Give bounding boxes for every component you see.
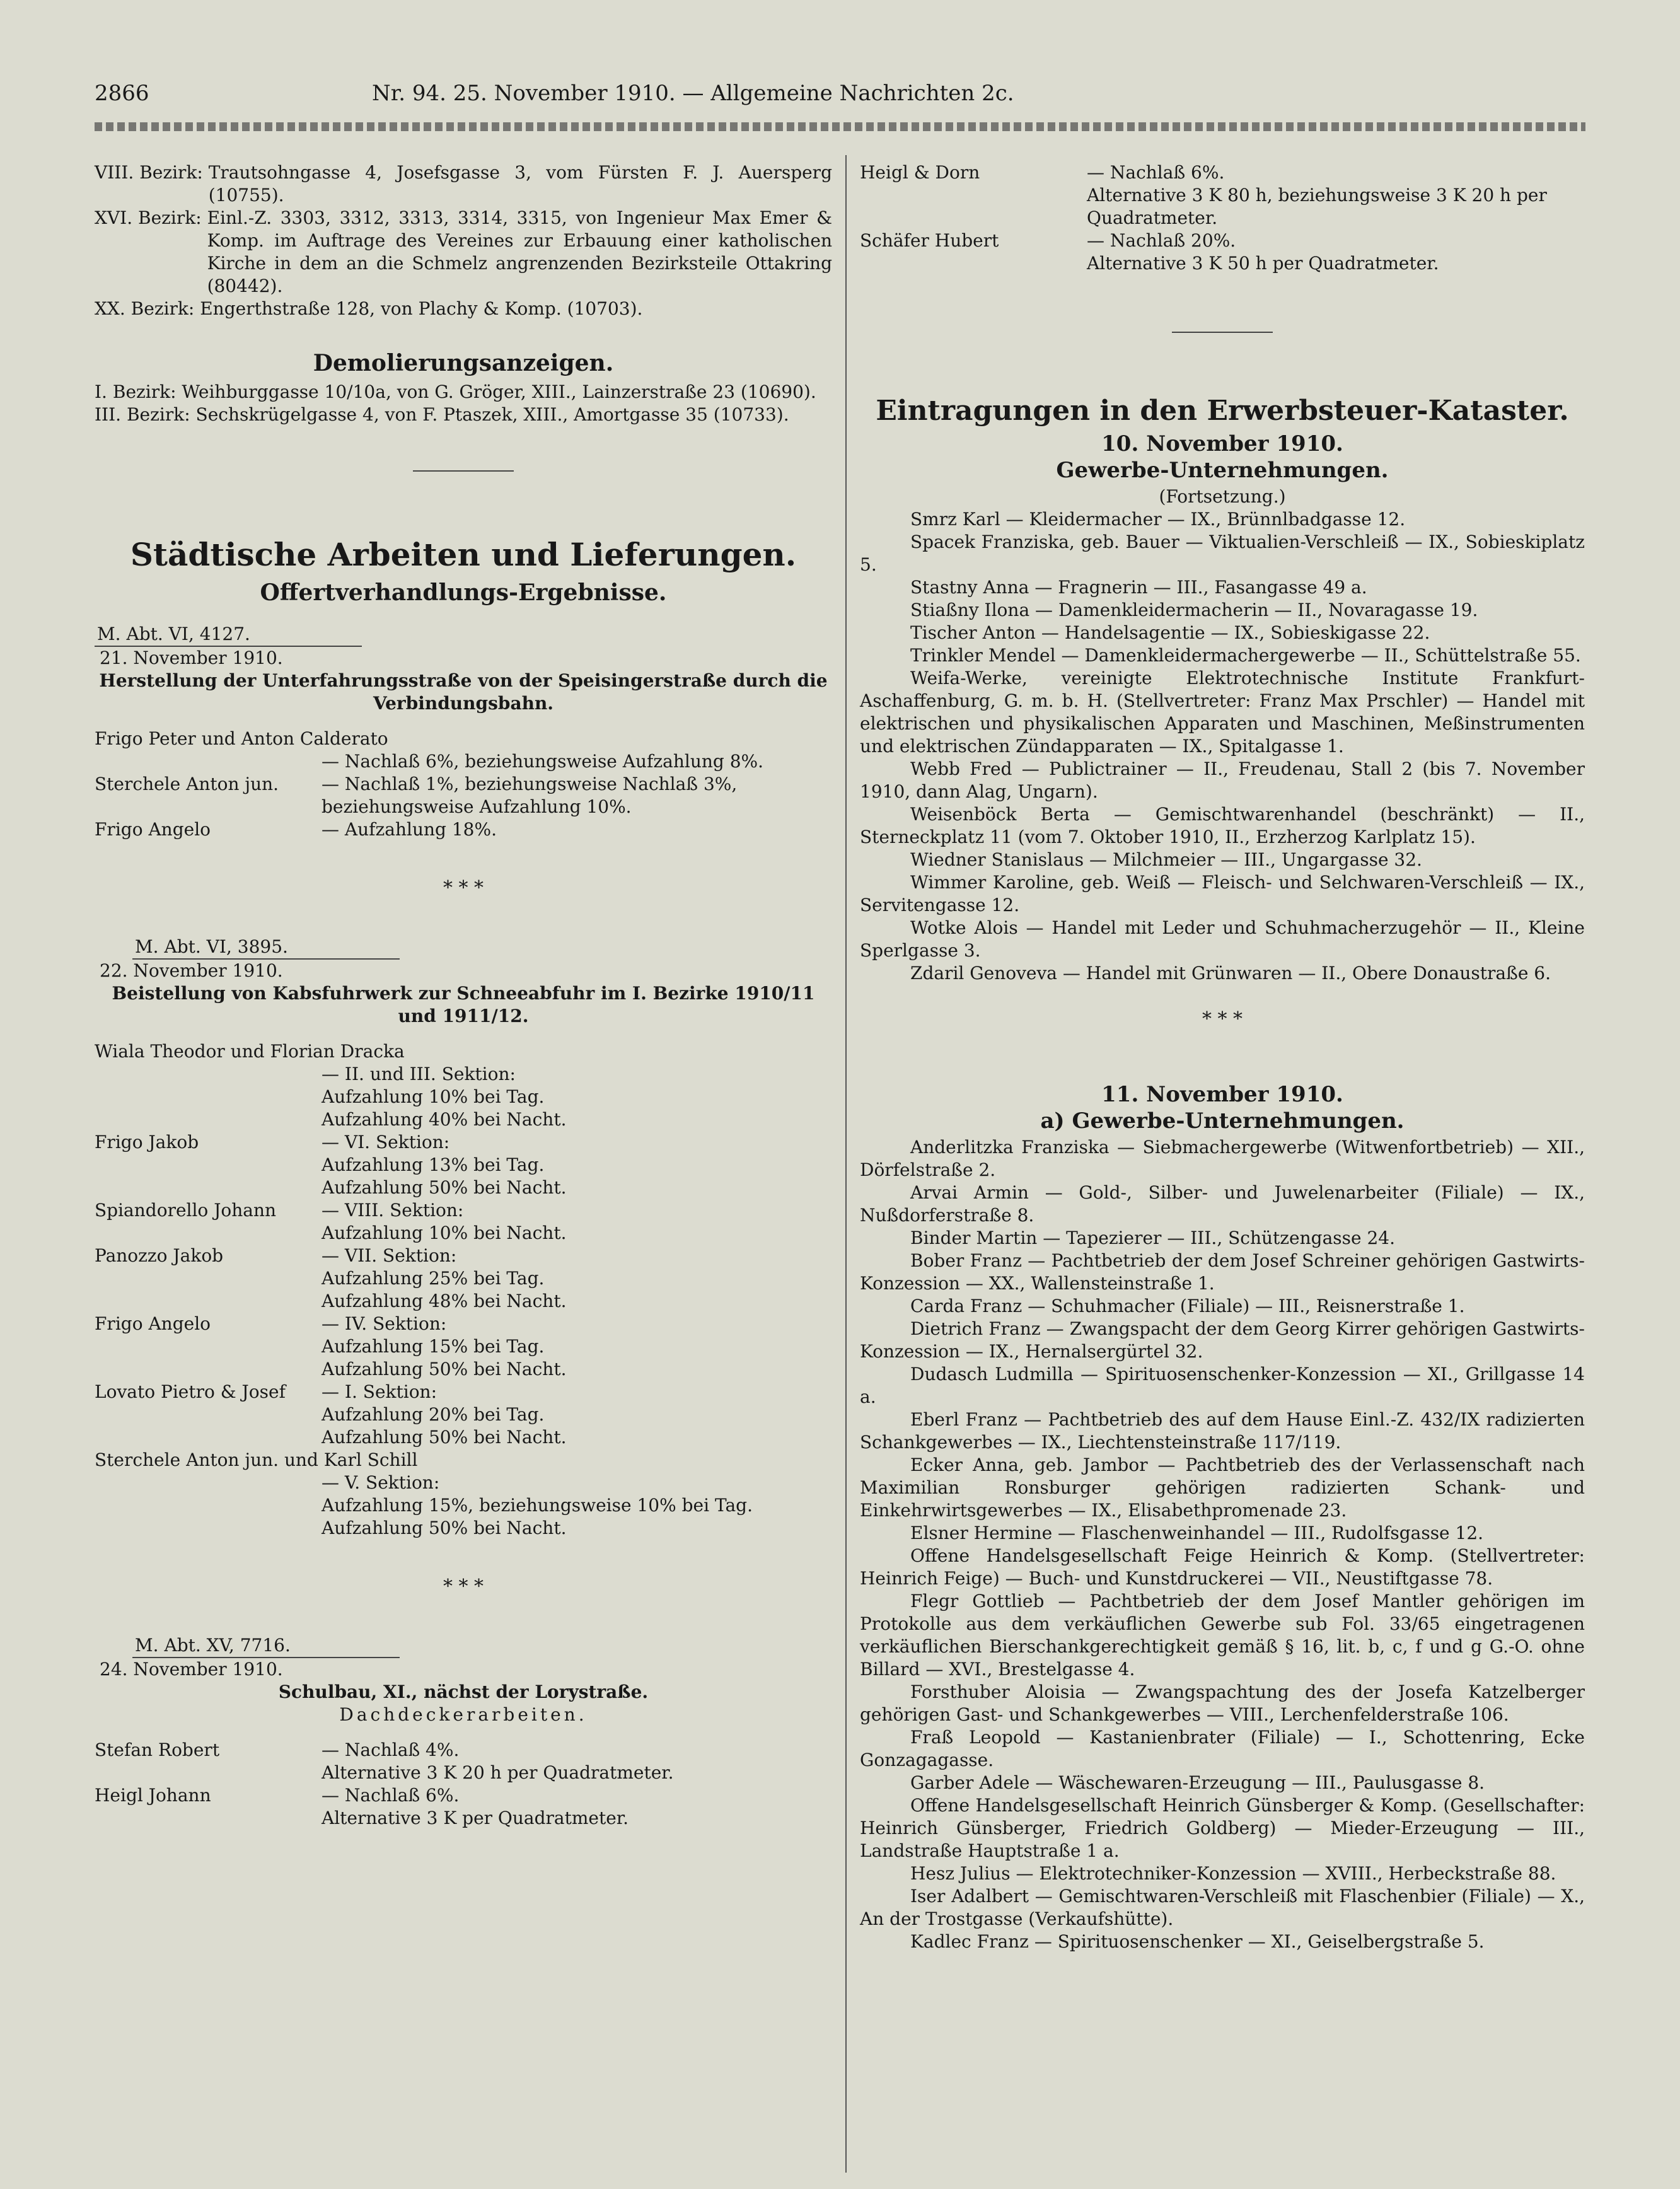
bid-result: — VIII. Sektion: bbox=[322, 1200, 464, 1221]
bidder-name bbox=[95, 1494, 322, 1517]
bid-result: — II. und III. Sektion: bbox=[322, 1064, 516, 1084]
bidder-name bbox=[860, 252, 1087, 275]
bid-result: — Nachlaß 6%. bbox=[1087, 162, 1225, 183]
kataster-entry: Binder Martin — Tapezierer — III., Schützengasse 24. bbox=[910, 1228, 1396, 1248]
kataster-entry: Offene Handelsgesellschaft Feige Heinrich & Komp. (Stellvertreter: Heinrich Feige) — Buch- und Kunstdruckerei — VII., Neustiftgasse 78. bbox=[860, 1545, 1585, 1589]
bidder-name: Heigl & Dorn bbox=[860, 162, 980, 183]
bidder-name bbox=[95, 1063, 322, 1086]
bezirk-entry bbox=[95, 207, 832, 298]
bezirk-text: Trautsohngasse 4, Josefsgasse 3, vom Fürsten F. J. Auersperg (10755). bbox=[208, 162, 832, 206]
s2-date: 22. November 1910. bbox=[100, 960, 283, 981]
bezirk-text: Engerthstraße 128, von Plachy & Komp. (10703). bbox=[200, 298, 643, 319]
stars-1: * * * bbox=[443, 877, 484, 899]
s2-ref: M. Abt. VI, 3895. bbox=[132, 936, 400, 960]
bezirk-label: VIII. Bezirk: bbox=[95, 162, 209, 183]
section-rule-right bbox=[1172, 332, 1273, 333]
kataster-entry: Tischer Anton — Handelsagentie — IX., Sobieskigasse 22. bbox=[910, 622, 1430, 643]
bidder-name: Frigo Peter und Anton Calderato bbox=[95, 728, 388, 749]
s2-title: Beistellung von Kabsfuhrwerk zur Schneeabfuhr im I. Bezirke 1910/11 und 1911/12. bbox=[112, 983, 815, 1026]
kataster-entry: Arvai Armin — Gold-, Silber- und Juwelenarbeiter (Filiale) — IX., Nußdorferstraße 8. bbox=[860, 1182, 1585, 1226]
bezirk-label: III. Bezirk: bbox=[95, 404, 196, 425]
columns bbox=[95, 161, 1585, 2179]
bidder-name: Stefan Robert bbox=[95, 1739, 220, 1760]
demolierung-list bbox=[95, 381, 832, 426]
kataster-entry: Flegr Gottlieb — Pachtbetrieb der dem Josef Mantler gehörigen im Protokolle aus dem verkäuflichen Gewerbe sub Fol. 33/65 eingetragenen verkäuflichen Bierschankgerechtigkeit gemäß § 16, lit. b, c, f und g G.-O. ohne Billard — XVI., Brestelgasse 4. bbox=[860, 1591, 1585, 1680]
bid-result: Alternative 3 K 80 h, beziehungsweise 3 K 20 h per Quadratmeter. bbox=[1087, 185, 1547, 228]
bidder-name bbox=[95, 1176, 322, 1199]
s1-title: Herstellung der Unterfahrungsstraße von der Speisingerstraße durch die Verbindungsbahn. bbox=[99, 670, 828, 714]
s3-ref: M. Abt. XV, 7716. bbox=[132, 1634, 400, 1658]
bidder-name bbox=[95, 1426, 322, 1449]
bidder-name: Lovato Pietro & Josef bbox=[95, 1381, 286, 1402]
bidder-name bbox=[95, 750, 322, 773]
bid-result: — Nachlaß 6%. bbox=[322, 1785, 460, 1806]
kataster-entry: Spacek Franziska, geb. Bauer — Viktualien-Verschleiß — IX., Sobieskiplatz 5. bbox=[860, 531, 1585, 575]
right-column bbox=[860, 161, 1585, 1953]
bezirk-label: XVI. Bezirk: bbox=[95, 207, 207, 228]
bid-result: — Nachlaß 20%. bbox=[1087, 230, 1236, 251]
bidder-name bbox=[95, 1403, 322, 1426]
bid-result: Aufzahlung 40% bei Nacht. bbox=[322, 1109, 567, 1130]
kataster-entry: Eberl Franz — Pachtbetrieb des auf dem Hause Einl.-Z. 432/IX radizierten Schankgewerbes — IX., Liechtensteinstraße 117/119. bbox=[860, 1409, 1585, 1453]
right-top-bids bbox=[860, 161, 1585, 275]
stars-3: * * * bbox=[1202, 1008, 1243, 1030]
bidder-name bbox=[95, 1222, 322, 1245]
kataster-entry: Wotke Alois — Handel mit Leder und Schuhmacherzugehör — II., Kleine Sperlgasse 3. bbox=[860, 917, 1585, 961]
entries-10-nov bbox=[860, 508, 1585, 985]
kataster-entry: Wimmer Karoline, geb. Weiß — Fleisch- und Selchwaren-Verschleiß — IX., Servitengasse 12. bbox=[860, 872, 1585, 915]
bidder-name bbox=[95, 1358, 322, 1381]
bidder-name bbox=[95, 1267, 322, 1290]
kataster-entry: Stastny Anna — Fragnerin — III., Fasangasse 49 a. bbox=[910, 577, 1367, 598]
kataster-entry: Offene Handelsgesellschaft Heinrich Günsberger & Komp. (Gesellschafter: Heinrich Günsberger, Friedrich Goldberg) — Mieder-Erzeugung — III., Landstraße Hauptstraße 1 a. bbox=[860, 1795, 1585, 1861]
bidder-name bbox=[95, 1517, 322, 1540]
bezirk-entry bbox=[95, 381, 832, 404]
bid-result: Alternative 3 K per Quadratmeter. bbox=[322, 1808, 629, 1828]
entries-11-nov bbox=[860, 1136, 1585, 1953]
kataster-entry: Dietrich Franz — Zwangspacht der dem Georg Kirrer gehörigen Gastwirts-Konzession — IX., Hernalsergürtel 32. bbox=[860, 1318, 1585, 1362]
demolierung-heading: Demolierungsanzeigen. bbox=[313, 350, 614, 376]
gewerbe-heading-1: Gewerbe-Unternehmungen. bbox=[1056, 458, 1389, 483]
left-column bbox=[95, 161, 832, 1830]
bid-result: — IV. Sektion: bbox=[322, 1313, 447, 1334]
kataster-entry: Smrz Karl — Kleidermacher — IX., Brünnlbadgasse 12. bbox=[910, 509, 1406, 530]
kataster-entry: Hesz Julius — Elektrotechniker-Konzession — XVIII., Herbeckstraße 88. bbox=[910, 1863, 1556, 1884]
bid-result: Alternative 3 K 20 h per Quadratmeter. bbox=[322, 1762, 674, 1783]
fortsetzung: (Fortsetzung.) bbox=[1159, 486, 1286, 507]
kataster-entry: Forsthuber Aloisia — Zwangspachtung des der Josefa Katzelberger gehörigen Gast- und Schankgewerbes — VIII., Lerchenfelderstraße 106. bbox=[860, 1681, 1585, 1725]
staedtische-heading: Städtische Arbeiten und Lieferungen. bbox=[130, 536, 797, 573]
kataster-entry: Trinkler Mendel — Damenkleidermachergewerbe — II., Schüttelstraße 55. bbox=[910, 645, 1581, 666]
bidder-name: Sterchele Anton jun. bbox=[95, 774, 279, 794]
bidder-name bbox=[95, 1807, 322, 1830]
kataster-heading: Eintragungen in den Erwerbsteuer-Kataster. bbox=[876, 395, 1569, 427]
bid-result: — Aufzahlung 18%. bbox=[322, 819, 497, 840]
bezirk-list bbox=[95, 161, 832, 320]
bidder-name bbox=[95, 1335, 322, 1358]
bid-result: Aufzahlung 50% bei Nacht. bbox=[322, 1177, 567, 1198]
bid-result: Aufzahlung 50% bei Nacht. bbox=[322, 1359, 567, 1379]
s3-bids bbox=[95, 1739, 832, 1830]
bid-result: — Nachlaß 4%. bbox=[322, 1739, 460, 1760]
column-divider bbox=[845, 155, 847, 2173]
page-header bbox=[95, 82, 1585, 117]
bidder-name bbox=[95, 1108, 322, 1131]
s1-ref: M. Abt. VI, 4127. bbox=[95, 623, 362, 647]
bidder-name bbox=[95, 1290, 322, 1313]
bid-result: — Nachlaß 1%, beziehungsweise Nachlaß 3%, beziehungsweise Aufzahlung 10%. bbox=[322, 774, 738, 817]
bid-result: Aufzahlung 15% bei Tag. bbox=[322, 1336, 545, 1357]
s3-subtitle: Dachdeckerarbeiten. bbox=[339, 1704, 588, 1725]
bid-result: Aufzahlung 10% bei Nacht. bbox=[322, 1222, 567, 1243]
kataster-entry: Zdaril Genoveva — Handel mit Grünwaren — II., Obere Donaustraße 6. bbox=[910, 963, 1551, 984]
s1-date: 21. November 1910. bbox=[100, 647, 283, 668]
offert-heading: Offertverhandlungs-Ergebnisse. bbox=[260, 579, 667, 606]
kataster-entry: Anderlitzka Franziska — Siebmachergewerbe (Witwenfortbetrieb) — XII., Dörfelstraße 2. bbox=[860, 1137, 1585, 1180]
s3-title: Schulbau, XI., nächst der Lorystraße. bbox=[278, 1681, 649, 1702]
stars-2: * * * bbox=[443, 1576, 484, 1598]
bid-result: Alternative 3 K 50 h per Quadratmeter. bbox=[1087, 253, 1439, 274]
bid-result: — VII. Sektion: bbox=[322, 1245, 457, 1266]
bidder-name bbox=[95, 1762, 322, 1784]
bezirk-text: Einl.-Z. 3303, 3312, 3313, 3314, 3315, von Ingenieur Max Emer & Komp. im Auftrage des Vereines zur Erbauung einer katholischen Kirche in dem an die Schmelz angrenzenden Bezirksteile Ottakring (80442). bbox=[207, 207, 832, 296]
kataster-entry: Kadlec Franz — Spirituosenschenker — XI., Geiselbergstraße 5. bbox=[910, 1931, 1485, 1952]
kataster-entry: Webb Fred — Publictrainer — II., Freudenau, Stall 2 (bis 7. November 1910, dann Alag, Ungarn). bbox=[860, 758, 1585, 802]
bid-result: — VI. Sektion: bbox=[322, 1132, 450, 1153]
bid-result: Aufzahlung 20% bei Tag. bbox=[322, 1404, 545, 1425]
kataster-entry: Iser Adalbert — Gemischtwaren-Verschleiß mit Flaschenbier (Filiale) — X., An der Trostgasse (Verkaufshütte). bbox=[860, 1886, 1585, 1929]
bidder-name bbox=[860, 184, 1087, 229]
running-title: Nr. 94. 25. November 1910. — Allgemeine Nachrichten 2c. bbox=[372, 81, 1014, 106]
bidder-name: Wiala Theodor und Florian Dracka bbox=[95, 1041, 405, 1062]
kataster-entry: Garber Adele — Wäschewaren-Erzeugung — III., Paulusgasse 8. bbox=[910, 1772, 1485, 1793]
bidder-name: Sterchele Anton jun. und Karl Schill bbox=[95, 1449, 418, 1470]
bid-result: Aufzahlung 50% bei Nacht. bbox=[322, 1427, 567, 1448]
kataster-entry: Bober Franz — Pachtbetrieb der dem Josef Schreiner gehörigen Gastwirts-Konzession — XX., Wallensteinstraße 1. bbox=[860, 1250, 1585, 1294]
bidder-name: Frigo Angelo bbox=[95, 819, 211, 840]
bid-result: Aufzahlung 13% bei Tag. bbox=[322, 1154, 545, 1175]
s3-date: 24. November 1910. bbox=[100, 1659, 283, 1680]
bezirk-text: Sechskrügelgasse 4, von F. Ptaszek, XIII., Amortgasse 35 (10733). bbox=[195, 404, 789, 425]
bid-result: — Nachlaß 6%, beziehungsweise Aufzahlung 8%. bbox=[322, 751, 764, 772]
date-10-nov: 10. November 1910. bbox=[1101, 431, 1343, 456]
s2-bids bbox=[95, 1040, 832, 1540]
bid-result: Aufzahlung 15%, beziehungsweise 10% bei Tag. bbox=[322, 1495, 753, 1516]
bidder-name: Frigo Jakob bbox=[95, 1132, 199, 1153]
bid-result: — V. Sektion: bbox=[322, 1472, 440, 1493]
kataster-entry: Ecker Anna, geb. Jambor — Pachtbetrieb des der Verlassenschaft nach Maximilian Ronsburger gehörigen radizierten Schank- und Einkehrwirtsgewerbes — IX., Elisabethpromenade 23. bbox=[860, 1454, 1585, 1521]
kataster-entry: Fraß Leopold — Kastanienbrater (Filiale) — I., Schottenring, Ecke Gonzagagasse. bbox=[860, 1727, 1585, 1770]
page-number: 2866 bbox=[95, 81, 149, 106]
kataster-entry: Dudasch Ludmilla — Spirituosenschenker-Konzession — XI., Grillgasse 14 a. bbox=[860, 1364, 1585, 1407]
kataster-entry: Carda Franz — Schuhmacher (Filiale) — III., Reisnerstraße 1. bbox=[910, 1296, 1465, 1316]
bid-result: Aufzahlung 10% bei Tag. bbox=[322, 1086, 545, 1107]
kataster-entry: Stiaßny Ilona — Damenkleidermacherin — II., Novaragasse 19. bbox=[910, 600, 1478, 620]
bidder-name: Spiandorello Johann bbox=[95, 1200, 277, 1221]
bezirk-entry bbox=[95, 161, 832, 207]
bid-result: Aufzahlung 25% bei Tag. bbox=[322, 1268, 545, 1289]
kataster-entry: Weifa-Werke, vereinigte Elektrotechnische Institute Frankfurt-Aschaffenburg, G. m. b. H. (Stellvertreter: Franz Max Prschler) — Handel mit elektrischen und physikalischen Apparaten und Maschinen, Meßinstrumenten und elektrischen Zündapparaten — IX., Spitalgasse 1. bbox=[860, 668, 1585, 757]
bidder-name bbox=[95, 1086, 322, 1108]
bidder-name: Schäfer Hubert bbox=[860, 230, 999, 251]
bidder-name: Panozzo Jakob bbox=[95, 1245, 224, 1266]
s1-bids bbox=[95, 728, 832, 841]
bidder-name: Heigl Johann bbox=[95, 1785, 211, 1806]
kataster-entry: Wiedner Stanislaus — Milchmeier — III., Ungargasse 32. bbox=[910, 849, 1422, 870]
bezirk-label: XX. Bezirk: bbox=[95, 298, 200, 319]
date-11-nov: 11. November 1910. bbox=[1101, 1082, 1343, 1107]
bidder-name bbox=[95, 1472, 322, 1494]
header-rule bbox=[95, 122, 1585, 131]
section-rule bbox=[413, 470, 514, 472]
bezirk-text: Weihburggasse 10/10a, von G. Gröger, XIII., Lainzerstraße 23 (10690). bbox=[182, 381, 816, 402]
gewerbe-heading-2: a) Gewerbe-Unternehmungen. bbox=[1040, 1108, 1405, 1134]
bidder-name: Frigo Angelo bbox=[95, 1313, 211, 1334]
bezirk-entry bbox=[95, 298, 832, 320]
bid-result: — I. Sektion: bbox=[322, 1381, 437, 1402]
bezirk-label: I. Bezirk: bbox=[95, 381, 182, 402]
bezirk-entry bbox=[95, 404, 832, 426]
bidder-name bbox=[95, 1154, 322, 1176]
bid-result: Aufzahlung 50% bei Nacht. bbox=[322, 1518, 567, 1538]
bid-result: Aufzahlung 48% bei Nacht. bbox=[322, 1291, 567, 1311]
kataster-entry: Weisenböck Berta — Gemischtwarenhandel (beschränkt) — II., Sterneckplatz 11 (vom 7. Oktober 1910, II., Erzherzog Karlplatz 15). bbox=[860, 804, 1585, 847]
kataster-entry: Elsner Hermine — Flaschenweinhandel — III., Rudolfsgasse 12. bbox=[910, 1523, 1484, 1543]
